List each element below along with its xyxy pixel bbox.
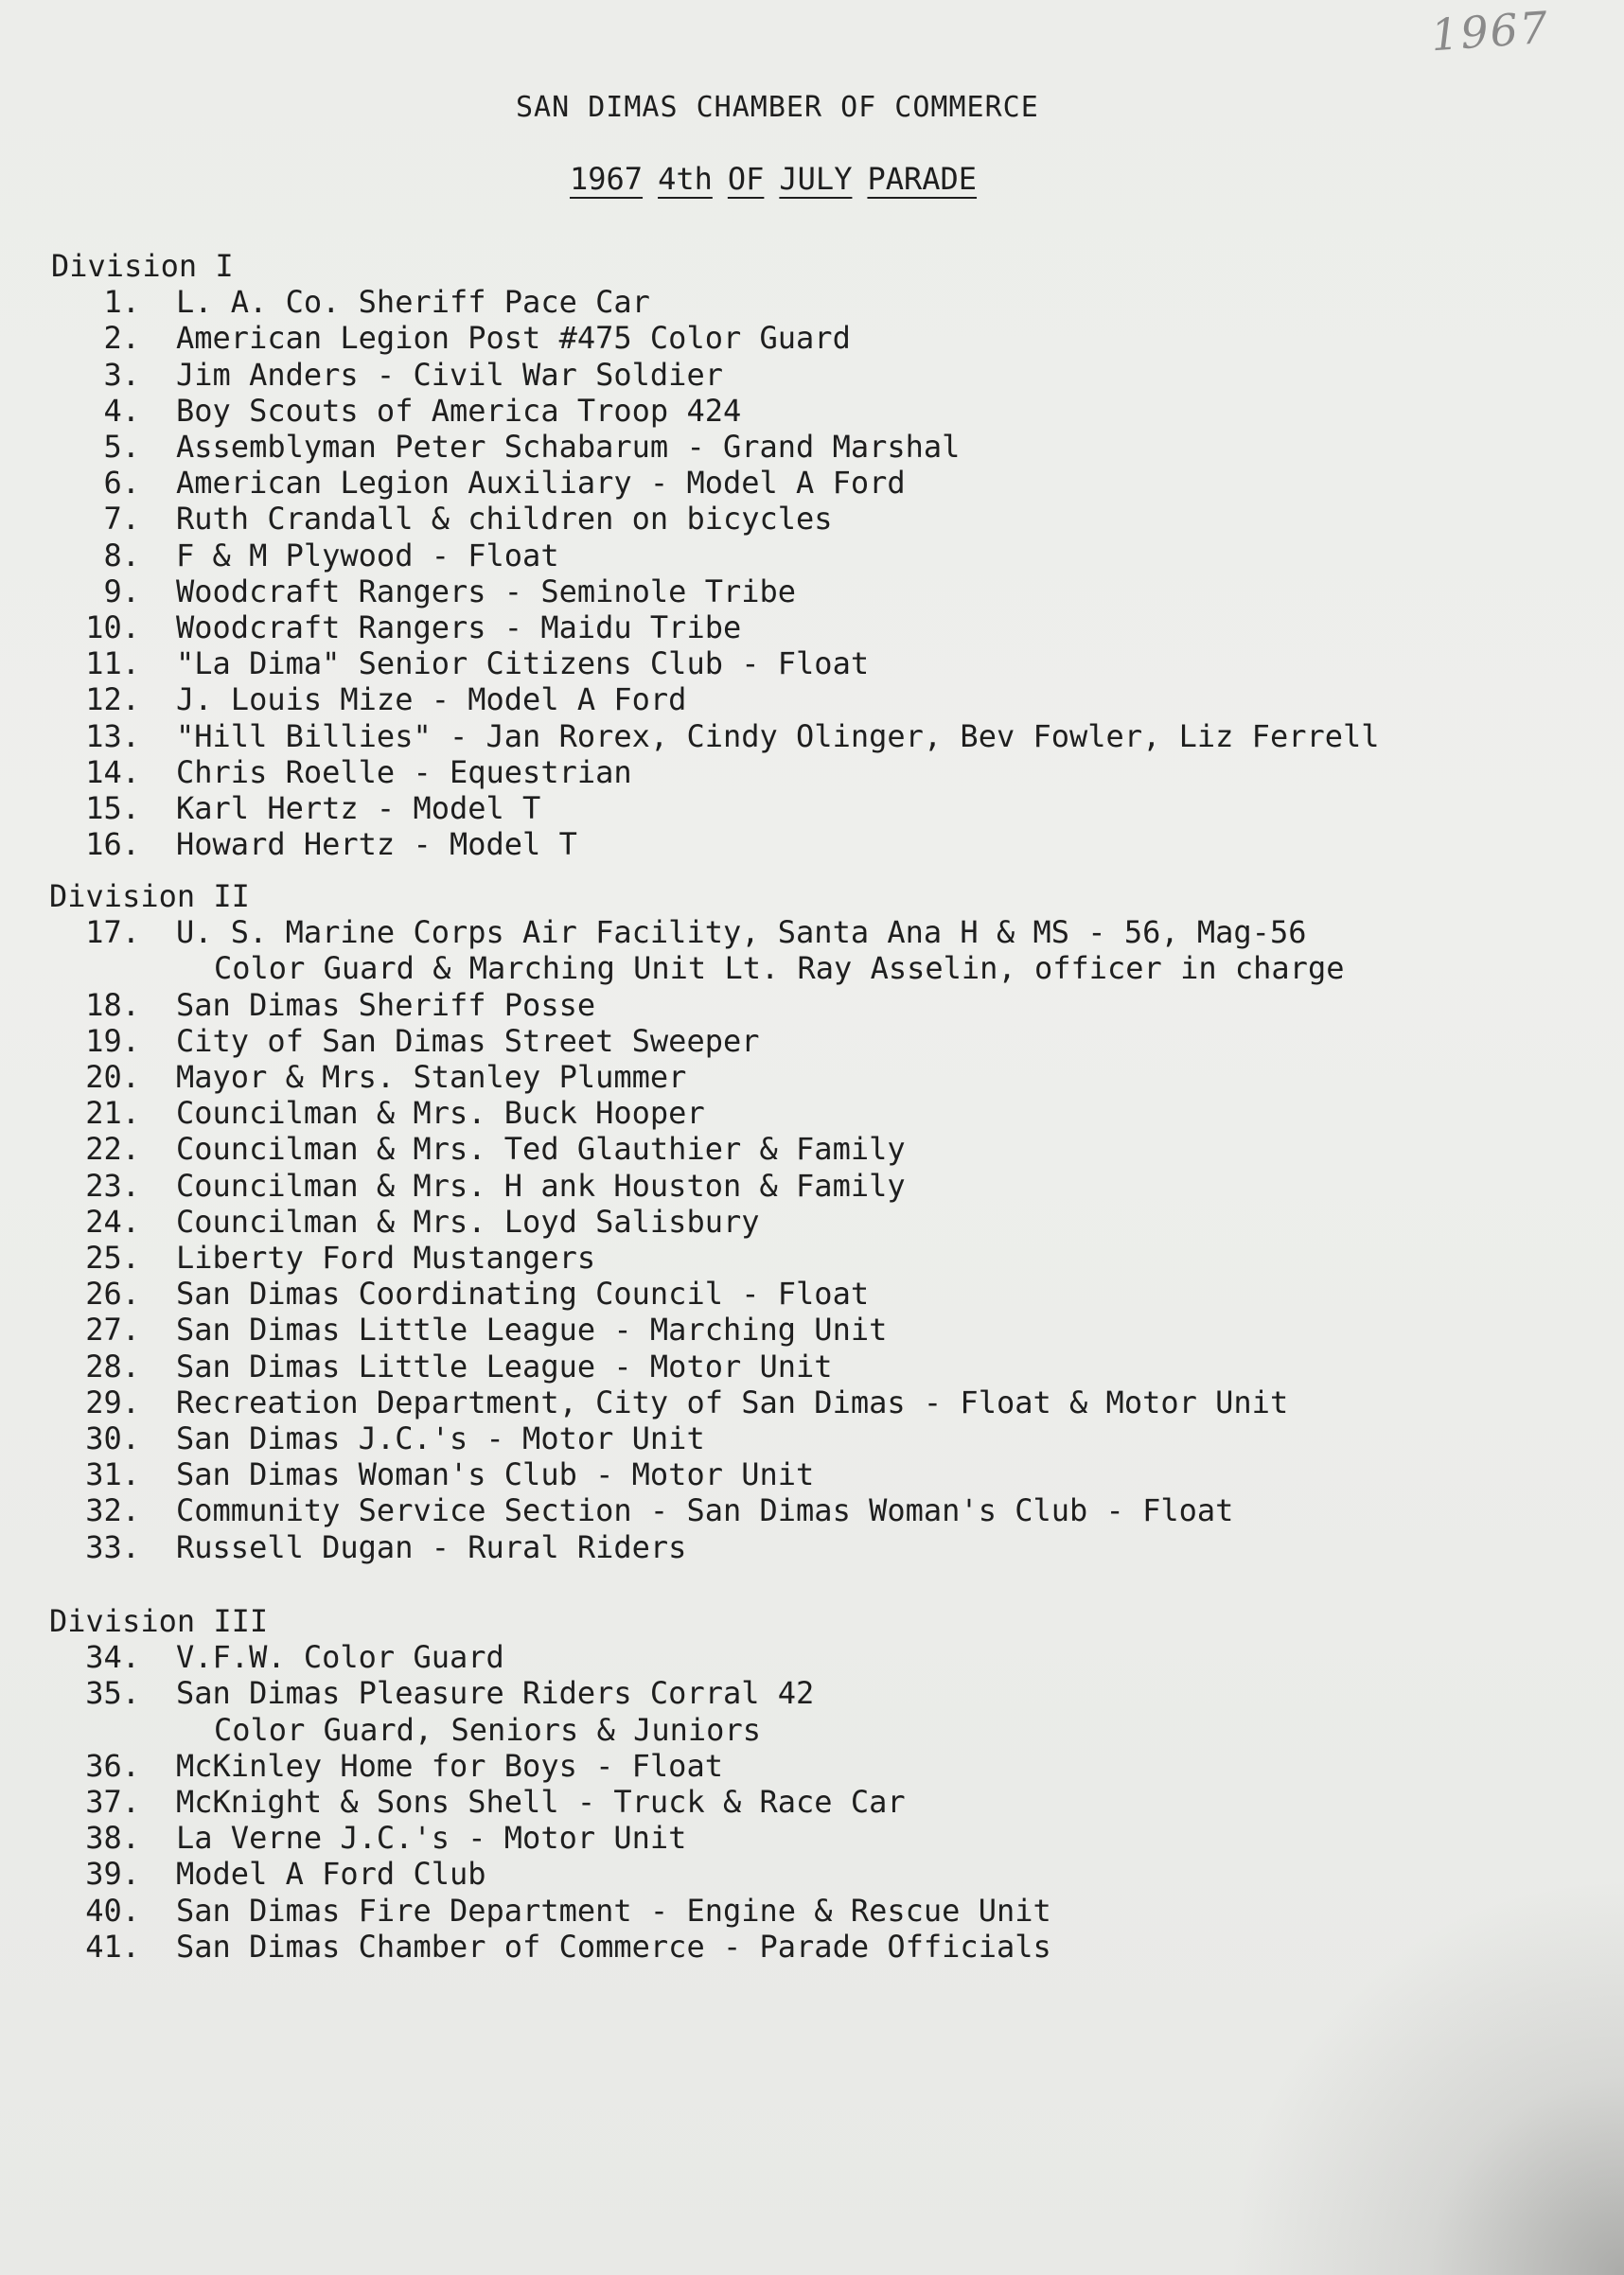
subtitle-word: 4th (658, 161, 713, 197)
subtitle-word: 1967 (570, 161, 644, 197)
list-item-text: Russell Dugan - Rural Riders (176, 1528, 687, 1565)
list-item-text: Mayor & Mrs. Stanley Plummer (176, 1059, 687, 1095)
division-heading: Division II (49, 878, 250, 914)
list-item-text: San Dimas Fire Department - Engine & Rescue Unit (176, 1892, 1051, 1929)
list-item-number: 4. (103, 392, 140, 429)
list-item-number: 13. (85, 717, 140, 754)
list-item-number: 19. (85, 1022, 140, 1059)
list-item-text: La Verne J.C.'s - Motor Unit (176, 1820, 687, 1857)
list-item-number: 3. (103, 356, 140, 393)
list-item-number: 29. (85, 1384, 140, 1420)
list-item-text: American Legion Post #475 Color Guard (176, 320, 851, 357)
list-item-number: 26. (85, 1276, 140, 1313)
subtitle-word: OF (727, 161, 765, 197)
list-item-number: 31. (85, 1456, 140, 1493)
list-item-number: 37. (85, 1784, 140, 1820)
list-item-number: 21. (85, 1095, 140, 1132)
list-item-number: 33. (85, 1528, 140, 1565)
list-item-text: San Dimas Little League - Motor Unit (176, 1348, 833, 1384)
list-item-text: San Dimas Sheriff Posse (176, 986, 596, 1023)
document-title: SAN DIMAS CHAMBER OF COMMERCE (516, 91, 1039, 124)
list-item-text: Chris Roelle - Equestrian (176, 753, 632, 790)
list-item-text: Woodcraft Rangers - Seminole Tribe (176, 573, 797, 609)
list-item-text: City of San Dimas Street Sweeper (176, 1022, 760, 1059)
list-item-text: San Dimas Coordinating Council - Float (176, 1276, 870, 1313)
list-item-number: 32. (85, 1492, 140, 1529)
list-item-number: 23. (85, 1167, 140, 1204)
list-item-number: 36. (85, 1747, 140, 1784)
list-item-text: Councilman & Mrs. H ank Houston & Family (176, 1167, 906, 1204)
list-item-number: 38. (85, 1820, 140, 1857)
list-item-number: 41. (85, 1928, 140, 1965)
subtitle-word: JULY (779, 161, 853, 197)
list-item-text: L. A. Co. Sheriff Pace Car (176, 284, 650, 321)
list-item-number: 39. (85, 1856, 140, 1893)
list-item-text: Councilman & Mrs. Ted Glauthier & Family (176, 1131, 906, 1168)
list-item-text: F & M Plywood - Float (176, 537, 559, 573)
list-item-number: 17. (85, 914, 140, 951)
list-item-number: 28. (85, 1348, 140, 1384)
list-item-number: 20. (85, 1059, 140, 1095)
list-item-number: 6. (103, 465, 140, 502)
list-item-number: 11. (85, 645, 140, 682)
list-item-text: Ruth Crandall & children on bicycles (176, 501, 833, 538)
list-item-text: San Dimas Little League - Marching Unit (176, 1312, 888, 1349)
list-item-number: 7. (103, 501, 140, 538)
list-item-number: 35. (85, 1675, 140, 1712)
list-item-text: V.F.W. Color Guard (176, 1639, 504, 1676)
list-item-text: Councilman & Mrs. Buck Hooper (176, 1095, 705, 1132)
list-item-number: 25. (85, 1240, 140, 1276)
list-item-number: 18. (85, 986, 140, 1023)
list-item-text: San Dimas Woman's Club - Motor Unit (176, 1456, 815, 1493)
handwritten-year-note: 1967 (1429, 1, 1551, 62)
list-item-number: 5. (103, 429, 140, 465)
list-item-text: San Dimas Chamber of Commerce - Parade Officials (176, 1928, 1051, 1965)
list-item-number: 8. (103, 537, 140, 573)
list-item-text: Woodcraft Rangers - Maidu Tribe (176, 609, 742, 645)
list-item-continuation: Color Guard & Marching Unit Lt. Ray Asselin, officer in charge (214, 950, 1345, 987)
list-item-number: 1. (103, 284, 140, 321)
list-item-text: Liberty Ford Mustangers (176, 1240, 596, 1276)
list-item-number: 2. (103, 320, 140, 357)
list-item-text: Assemblyman Peter Schabarum - Grand Marshal (176, 429, 961, 465)
list-item-text: Howard Hertz - Model T (176, 826, 577, 863)
list-item-text: "La Dima" Senior Citizens Club - Float (176, 645, 870, 682)
list-item-number: 40. (85, 1892, 140, 1929)
list-item-continuation: Color Guard, Seniors & Juniors (214, 1711, 761, 1748)
list-item-text: Community Service Section - San Dimas Woman's Club - Float (176, 1492, 1234, 1529)
list-item-text: McKnight & Sons Shell - Truck & Race Car (176, 1784, 906, 1820)
list-item-text: Karl Hertz - Model T (176, 790, 541, 826)
list-item-text: San Dimas J.C.'s - Motor Unit (176, 1420, 705, 1456)
list-item-text: McKinley Home for Boys - Float (176, 1747, 723, 1784)
list-item-number: 27. (85, 1312, 140, 1349)
list-item-number: 34. (85, 1639, 140, 1676)
list-item-text: Recreation Department, City of San Dimas - Float & Motor Unit (176, 1384, 1289, 1420)
division-heading: Division III (49, 1603, 269, 1639)
list-item-number: 10. (85, 609, 140, 645)
list-item-text: American Legion Auxiliary - Model A Ford (176, 465, 906, 502)
list-item-text: Jim Anders - Civil War Soldier (176, 356, 723, 393)
list-item-number: 15. (85, 790, 140, 826)
list-item-number: 16. (85, 826, 140, 863)
list-item-number: 14. (85, 753, 140, 790)
division-heading: Division I (51, 248, 234, 284)
list-item-text: "Hill Billies" - Jan Rorex, Cindy Olinger, Bev Fowler, Liz Ferrell (176, 717, 1380, 754)
list-item-number: 24. (85, 1203, 140, 1240)
list-item-number: 22. (85, 1131, 140, 1168)
list-item-number: 30. (85, 1420, 140, 1456)
list-item-text: Boy Scouts of America Troop 424 (176, 392, 742, 429)
list-item-text: U. S. Marine Corps Air Facility, Santa Ana H & MS - 56, Mag-56 (176, 914, 1307, 951)
list-item-text: Councilman & Mrs. Loyd Salisbury (176, 1203, 760, 1240)
list-item-number: 12. (85, 681, 140, 718)
list-item-text: J. Louis Mize - Model A Ford (176, 681, 687, 718)
document-subtitle (570, 161, 992, 197)
list-item-text: Model A Ford Club (176, 1856, 486, 1893)
list-item-text: San Dimas Pleasure Riders Corral 42 (176, 1675, 815, 1712)
subtitle-word: PARADE (867, 161, 978, 197)
list-item-number: 9. (103, 573, 140, 609)
